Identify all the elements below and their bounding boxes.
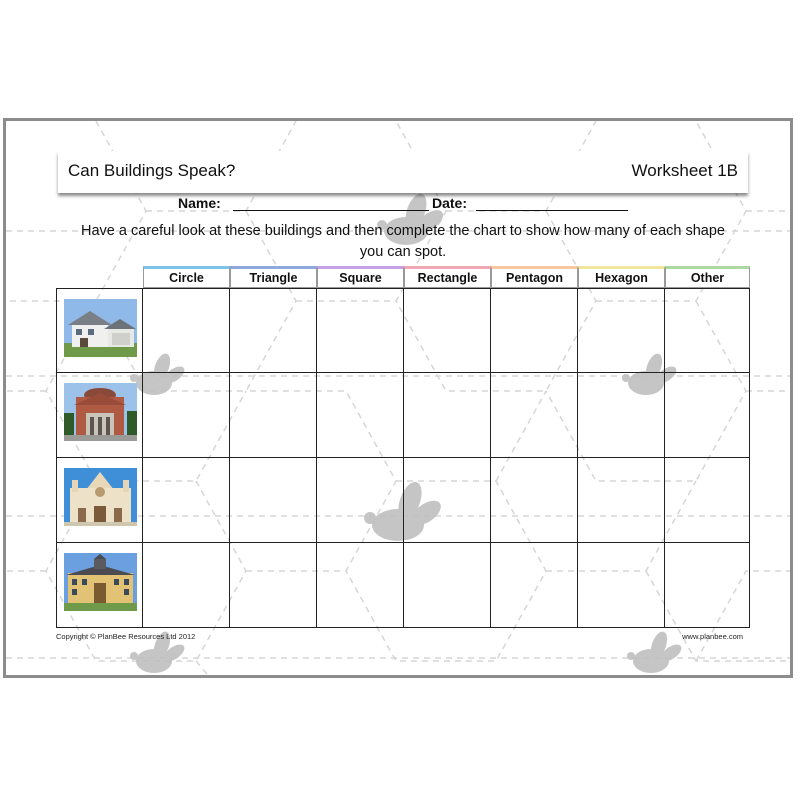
answer-cell[interactable]	[665, 458, 750, 543]
title-bar	[58, 151, 748, 193]
answer-cell[interactable]	[491, 373, 578, 458]
cathedral-photo	[64, 468, 137, 526]
column-header-square: Square	[317, 266, 404, 288]
answer-cell[interactable]	[404, 288, 491, 373]
date-line[interactable]	[476, 210, 628, 211]
house-photo	[64, 299, 137, 357]
palace-photo	[64, 553, 137, 611]
answer-cell[interactable]	[578, 543, 665, 628]
worksheet-title: Can Buildings Speak?	[68, 161, 236, 180]
column-header-rectangle: Rectangle	[404, 266, 491, 288]
answer-cell[interactable]	[230, 288, 317, 373]
instructions-text: Have a careful look at these buildings and then complete the chart to show how many of each shape you can spot.	[80, 223, 726, 260]
answer-cell[interactable]	[578, 373, 665, 458]
answer-cell[interactable]	[143, 288, 230, 373]
answer-cell[interactable]	[230, 543, 317, 628]
answer-cell[interactable]	[230, 373, 317, 458]
answer-cell[interactable]	[143, 373, 230, 458]
answer-cell[interactable]	[404, 373, 491, 458]
website-text: www.planbee.com	[682, 632, 743, 641]
answer-cell[interactable]	[665, 373, 750, 458]
answer-cell[interactable]	[317, 373, 404, 458]
column-header-triangle: Triangle	[230, 266, 317, 288]
name-label: Name:	[178, 195, 221, 211]
building-image-cell	[56, 288, 143, 373]
answer-cell[interactable]	[665, 288, 750, 373]
column-header-circle: Circle	[143, 266, 230, 288]
answer-cell[interactable]	[665, 543, 750, 628]
answer-cell[interactable]	[578, 288, 665, 373]
answer-cell[interactable]	[317, 543, 404, 628]
column-header-pentagon: Pentagon	[491, 266, 578, 288]
column-header-hexagon: Hexagon	[578, 266, 665, 288]
answer-cell[interactable]	[491, 543, 578, 628]
building-image-cell	[56, 373, 143, 458]
worksheet-code: Worksheet 1B	[631, 161, 738, 180]
copyright-text: Copyright © PlanBee Resources Ltd 2012	[56, 632, 196, 641]
answer-cell[interactable]	[404, 458, 491, 543]
name-line[interactable]	[233, 210, 429, 211]
answer-cell[interactable]	[578, 458, 665, 543]
answer-cell[interactable]	[143, 458, 230, 543]
answer-cell[interactable]	[491, 288, 578, 373]
worksheet-page	[3, 118, 793, 678]
answer-cell[interactable]	[404, 543, 491, 628]
answer-cell[interactable]	[317, 288, 404, 373]
answer-cell[interactable]	[230, 458, 317, 543]
date-label: Date:	[432, 195, 468, 211]
building-image-cell	[56, 458, 143, 543]
answer-cell[interactable]	[143, 543, 230, 628]
church-photo	[64, 383, 137, 441]
building-image-cell	[56, 543, 143, 628]
answer-cell[interactable]	[317, 458, 404, 543]
answer-cell[interactable]	[491, 458, 578, 543]
column-header-other: Other	[665, 266, 750, 288]
